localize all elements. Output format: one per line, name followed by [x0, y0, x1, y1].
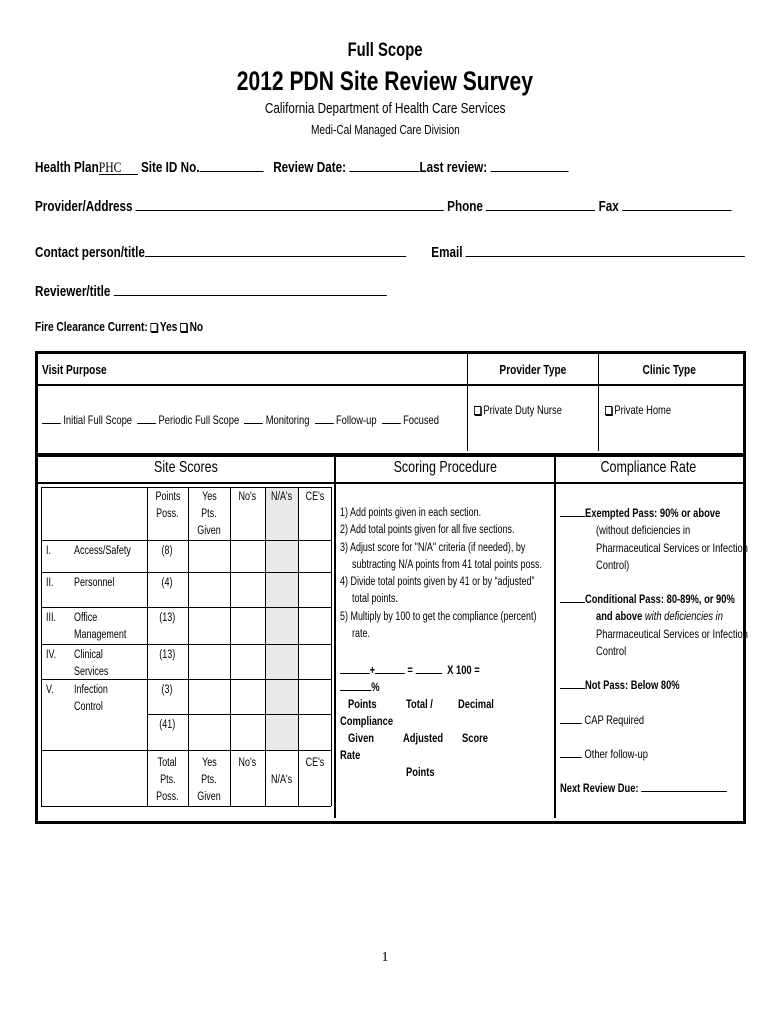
reviewer-label: Reviewer/title — [35, 283, 111, 300]
step-4-cont: total points. — [352, 593, 398, 606]
section-name: Infection Control — [74, 684, 108, 713]
review-date-label: Review Date: — [273, 159, 347, 176]
grid-col-line — [265, 487, 266, 806]
conditional-pass-desc-2: Pharmaceutical Services or Infection — [596, 626, 748, 641]
section-name: Access/Safety — [74, 545, 131, 557]
conditional-pass-label-2: and above — [596, 609, 643, 624]
step-5-cont: rate. — [352, 628, 370, 641]
section-name: Clinical Services — [74, 649, 109, 678]
footer-ces: CE's — [305, 757, 324, 769]
email-field[interactable] — [466, 242, 745, 257]
clinic-type-option: Private Home — [605, 403, 690, 417]
option-monitoring: Monitoring — [265, 413, 310, 427]
exempted-pass-desc-2: Pharmaceutical Services or Infection — [596, 540, 748, 555]
scoring-procedure-header: Scoring Procedure — [393, 459, 497, 476]
footer-yes-pts-given: Yes Pts. Given — [197, 757, 221, 803]
step-1: 1) Add points given in each section. — [340, 507, 482, 519]
exempted-pass-label: Exempted Pass: 90% or above — [584, 506, 721, 520]
lbl-given: Given — [348, 731, 375, 745]
other-follow-up-blank[interactable] — [560, 747, 582, 758]
decimal-score-blank[interactable] — [415, 663, 442, 674]
health-plan-label: Health Plan — [35, 159, 99, 176]
total-points-possible: (41) — [159, 719, 176, 731]
contact-field[interactable] — [145, 242, 406, 257]
next-review-label: Next Review Due: — [560, 781, 639, 796]
site-scores-header: Site Scores — [154, 459, 218, 476]
fire-yes-label: Yes — [159, 319, 178, 334]
lbl-rate: Rate — [340, 748, 361, 762]
follow-up-blank[interactable] — [315, 413, 334, 424]
section-points-possible: (3) — [162, 684, 173, 696]
page-number: 1 — [381, 950, 389, 965]
conditional-pass-label: Conditional Pass: 80-89%, or 90% — [584, 592, 735, 607]
conditional-pass-blank[interactable] — [560, 592, 585, 603]
row-contact — [35, 242, 770, 261]
lbl-score: Score — [462, 731, 489, 745]
next-review-field[interactable] — [641, 781, 727, 792]
formula-labels — [340, 697, 554, 787]
row-reviewer — [35, 281, 486, 300]
option-initial-full-scope: Initial Full Scope — [63, 413, 133, 427]
section-points-possible: (4) — [162, 577, 173, 589]
step-3: 3) Adjust score for "N/A" criteria (if needed), by — [340, 541, 526, 554]
row-fire-clearance — [35, 319, 251, 334]
section-points-possible: (8) — [162, 545, 173, 557]
option-follow-up: Follow-up — [335, 413, 377, 427]
grid-bottom — [41, 806, 331, 807]
monitoring-blank[interactable] — [244, 413, 263, 424]
provider-field[interactable] — [136, 196, 444, 211]
step-5: 5) Multiply by 100 to get the compliance (percent) — [340, 610, 537, 623]
row-provider — [35, 196, 770, 215]
department-name: California Department of Health Care Services — [264, 100, 506, 117]
provider-type-option: Private Duty Nurse — [474, 403, 587, 417]
header-scope: Full Scope — [347, 40, 423, 61]
not-pass-label: Not Pass: Below 80% — [584, 678, 680, 693]
division-name: Medi-Cal Managed Care Division — [310, 122, 460, 137]
footer-nos: No's — [238, 757, 257, 769]
grid-top — [41, 487, 331, 488]
exempted-pass-desc-1: (without deficiencies in — [596, 523, 691, 538]
lbl-compliance: Compliance — [340, 714, 394, 728]
fire-clearance-label: Fire Clearance Current: — [35, 319, 148, 334]
grid-row-line — [41, 572, 331, 573]
initial-full-scope-blank[interactable] — [42, 413, 61, 424]
formula-percent: % — [371, 680, 380, 694]
section-number: V. — [46, 684, 54, 696]
compliance-rate-blank[interactable] — [340, 680, 371, 691]
last-review-field[interactable] — [490, 157, 568, 172]
section-points-possible: (13) — [159, 649, 176, 661]
cap-required-label: CAP Required — [584, 712, 645, 727]
review-date-field[interactable] — [349, 157, 419, 172]
site-id-field[interactable] — [199, 157, 263, 172]
lbl-points-2: Points — [406, 765, 435, 779]
periodic-full-scope-blank[interactable] — [137, 413, 156, 424]
grid-row-line — [41, 607, 331, 608]
footer-total-pts-poss: Total Pts. Poss. — [156, 757, 179, 803]
conditional-pass-desc-1: with deficiencies in — [644, 609, 723, 624]
cap-required-blank[interactable] — [560, 713, 582, 724]
compliance-rate-header: Compliance Rate — [600, 459, 696, 476]
visit-purpose-header: Visit Purpose — [42, 362, 107, 377]
total-adjusted-blank[interactable] — [375, 663, 405, 674]
fire-yes-checkbox[interactable] — [151, 323, 158, 332]
other-follow-up-label: Other follow-up — [584, 746, 648, 761]
option-periodic-full-scope: Periodic Full Scope — [158, 413, 240, 427]
private-home-checkbox[interactable] — [605, 406, 612, 415]
header-points-poss: Points Poss. — [155, 491, 180, 520]
step-3-cont: subtracting N/A points from 41 total points poss. — [352, 558, 542, 571]
footer-nas: N/A's — [270, 774, 293, 786]
private-duty-nurse-checkbox[interactable] — [474, 406, 481, 415]
lbl-total: Total / — [406, 697, 433, 711]
not-pass-blank[interactable] — [560, 678, 585, 689]
health-plan-field[interactable]: PHC — [99, 160, 138, 175]
na-column-shading — [266, 488, 298, 750]
contact-label: Contact person/title — [35, 244, 145, 261]
step-2: 2) Add total points given for all five sections. — [340, 524, 515, 537]
points-given-blank[interactable] — [340, 663, 370, 674]
phone-label: Phone — [447, 198, 483, 215]
email-label: Email — [431, 244, 463, 261]
section-number: I. — [46, 545, 51, 557]
header-nas: N/A's — [270, 491, 293, 503]
focused-blank[interactable] — [382, 413, 401, 424]
fire-no-label: No — [189, 319, 204, 334]
lbl-adjusted: Adjusted — [403, 731, 444, 745]
exempted-pass-desc-3: Control) — [596, 557, 630, 572]
formula-block: + = X 100 = % — [340, 662, 519, 696]
option-focused: Focused — [403, 413, 439, 427]
section-name: Personnel — [74, 577, 115, 589]
section-points-possible: (13) — [159, 612, 176, 624]
fax-field[interactable] — [622, 196, 731, 211]
section-number: III. — [46, 612, 56, 624]
section-number: IV. — [46, 649, 57, 661]
last-review-label: Last review: — [419, 159, 488, 176]
provider-type-header: Provider Type — [499, 362, 567, 377]
header-yes-pts-given: Yes Pts. Given — [197, 491, 221, 537]
header-ces: CE's — [305, 491, 324, 503]
row-health-plan — [35, 157, 719, 176]
grid-left — [41, 487, 42, 806]
step-4: 4) Divide total points given by 41 or by “adjusted” — [340, 576, 535, 589]
fax-label: Fax — [598, 198, 619, 215]
grid-row-line — [41, 750, 331, 751]
compliance-options — [560, 505, 748, 798]
scoring-steps — [340, 505, 596, 643]
grid-row-line — [41, 644, 331, 645]
phone-field[interactable] — [486, 196, 595, 211]
fire-no-checkbox[interactable] — [180, 323, 187, 332]
grid-row-line — [147, 714, 331, 715]
provider-label: Provider/Address — [35, 198, 133, 215]
section-name: Office Management — [74, 612, 127, 641]
header-nos: No's — [238, 491, 257, 503]
grid-right — [331, 487, 332, 806]
grid-header-line — [41, 540, 331, 541]
lbl-points: Points — [348, 697, 377, 711]
clinic-type-header: Clinic Type — [642, 362, 697, 377]
section-number: II. — [46, 577, 54, 589]
page-title: 2012 PDN Site Review Survey — [236, 66, 534, 96]
conditional-pass-desc-3: Control — [596, 644, 627, 659]
site-id-label: Site ID No. — [140, 159, 200, 176]
exempted-pass-blank[interactable] — [560, 506, 585, 517]
formula-multiplier: X 100 = — [447, 663, 480, 677]
lbl-decimal: Decimal — [458, 697, 494, 711]
reviewer-field[interactable] — [114, 281, 387, 296]
